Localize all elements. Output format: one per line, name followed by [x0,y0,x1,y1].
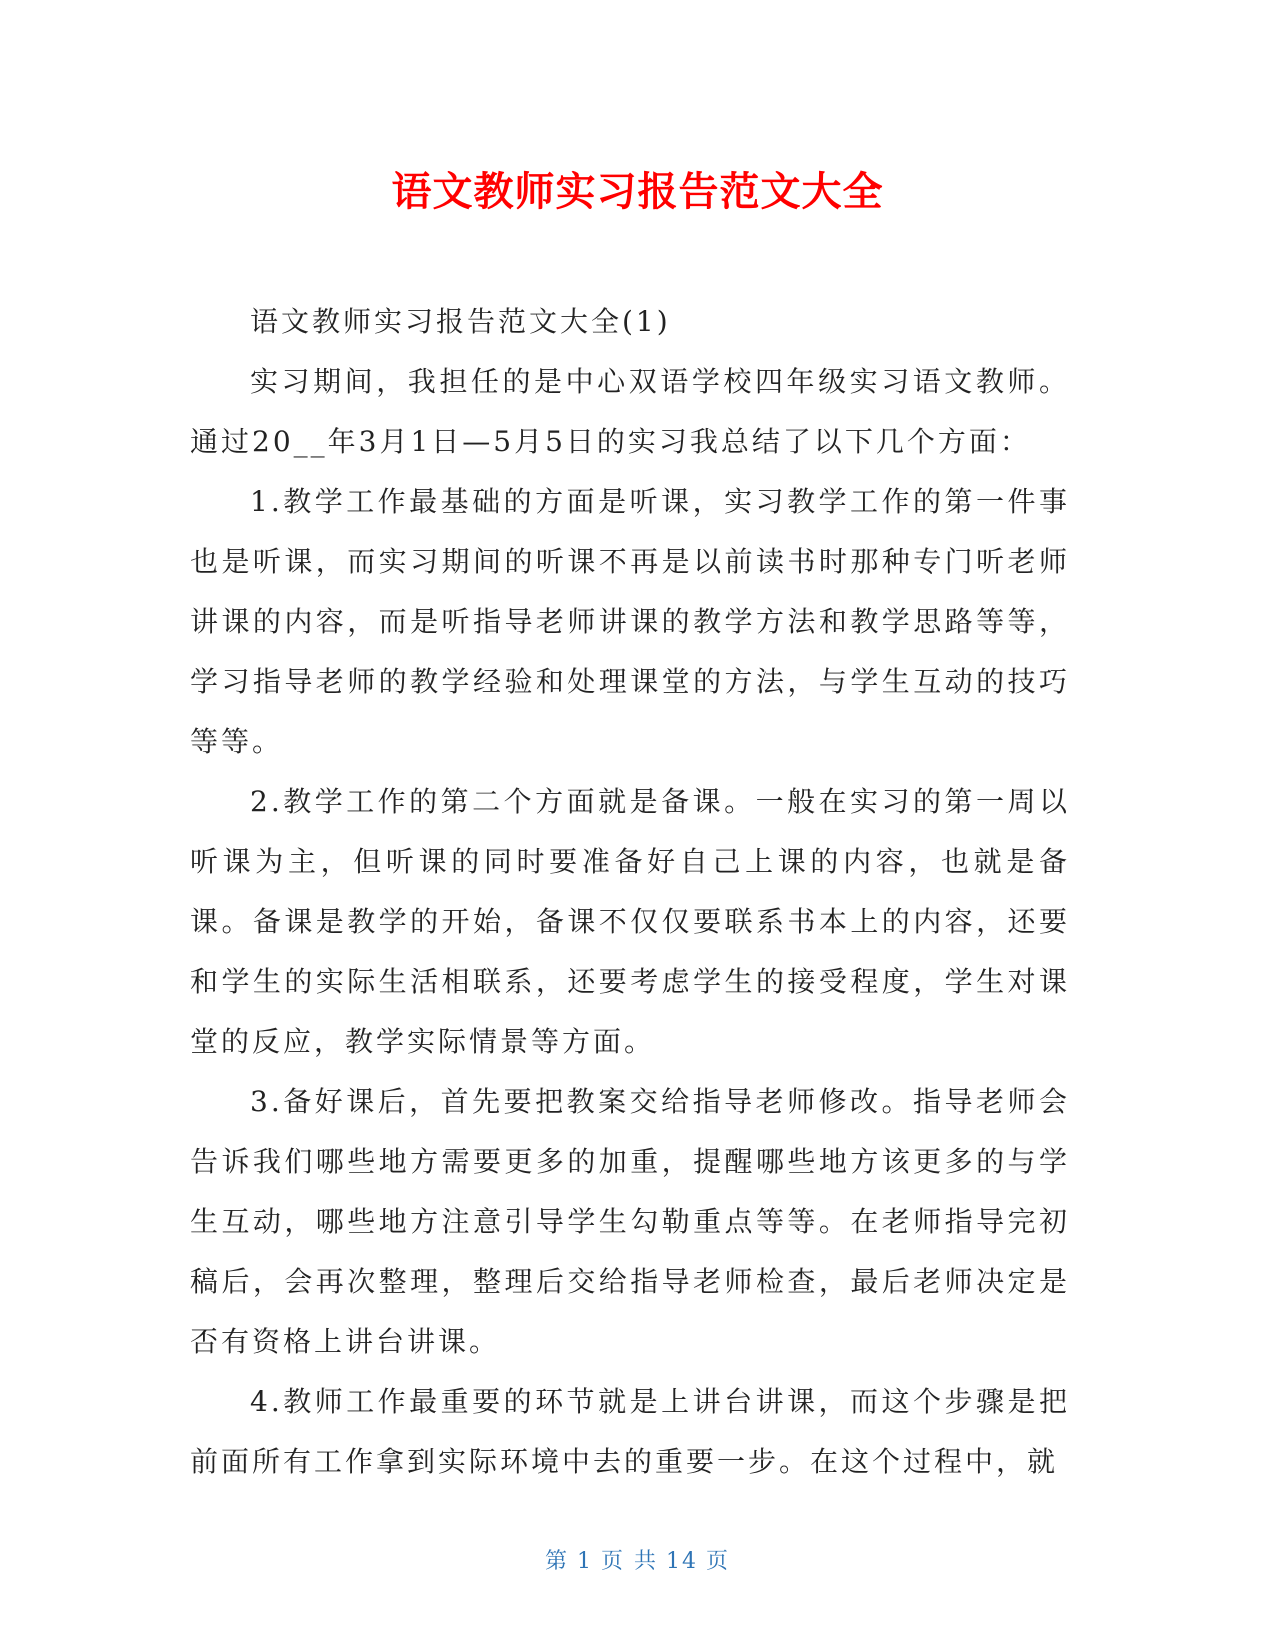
paragraph-intro: 实习期间，我担任的是中心双语学校四年级实习语文教师。通过20__年3月1日—5月5日的实习我总结了以下几个方面： [190,365,1070,458]
document-title: 语文教师实习报告范文大全 [391,169,884,215]
paragraph-point-4: 4.教师工作最重要的环节就是上讲台讲课，而这个步骤是把前面所有工作拿到实际环境中去的重要一步。在这个过程中，就 [190,1385,1070,1478]
paragraph-point-3: 3.备好课后，首先要把教案交给指导老师修改。指导老师会告诉我们哪些地方需要更多的加重，提醒哪些地方该更多的与学生互动，哪些地方注意引导学生勾勒重点等等。在老师指导完初稿后，会再次整理，整理后交给指导老师检查，最后老师决定是否有资格上讲台讲课。 [190,1085,1070,1358]
footer-total-pages: 14 [666,1549,698,1574]
footer-current-page: 1 [577,1549,593,1574]
page-footer [0,1547,1275,1577]
paragraph-subtitle: 语文教师实习报告范文大全(1) [250,305,671,338]
document-body [190,292,1070,1492]
paragraph-point-2: 2.教学工作的第二个方面就是备课。一般在实习的第一周以听课为主，但听课的同时要准备好自己上课的内容，也就是备课。备课是教学的开始，备课不仅仅要联系书本上的内容，还要和学生的实际生活相联系，还要考虑学生的接受程度，学生对课堂的反应，教学实际情景等方面。 [190,785,1070,1058]
paragraph-point-1: 1.教学工作最基础的方面是听课，实习教学工作的第一件事也是听课，而实习期间的听课不再是以前读书时那种专门听老师讲课的内容，而是听指导老师讲课的教学方法和教学思路等等，学习指导老师的教学经验和处理课堂的方法，与学生互动的技巧等等。 [190,485,1070,758]
footer-suffix: 页 [706,1549,731,1574]
footer-middle: 页 共 [601,1549,658,1574]
footer-prefix: 第 [544,1549,569,1574]
